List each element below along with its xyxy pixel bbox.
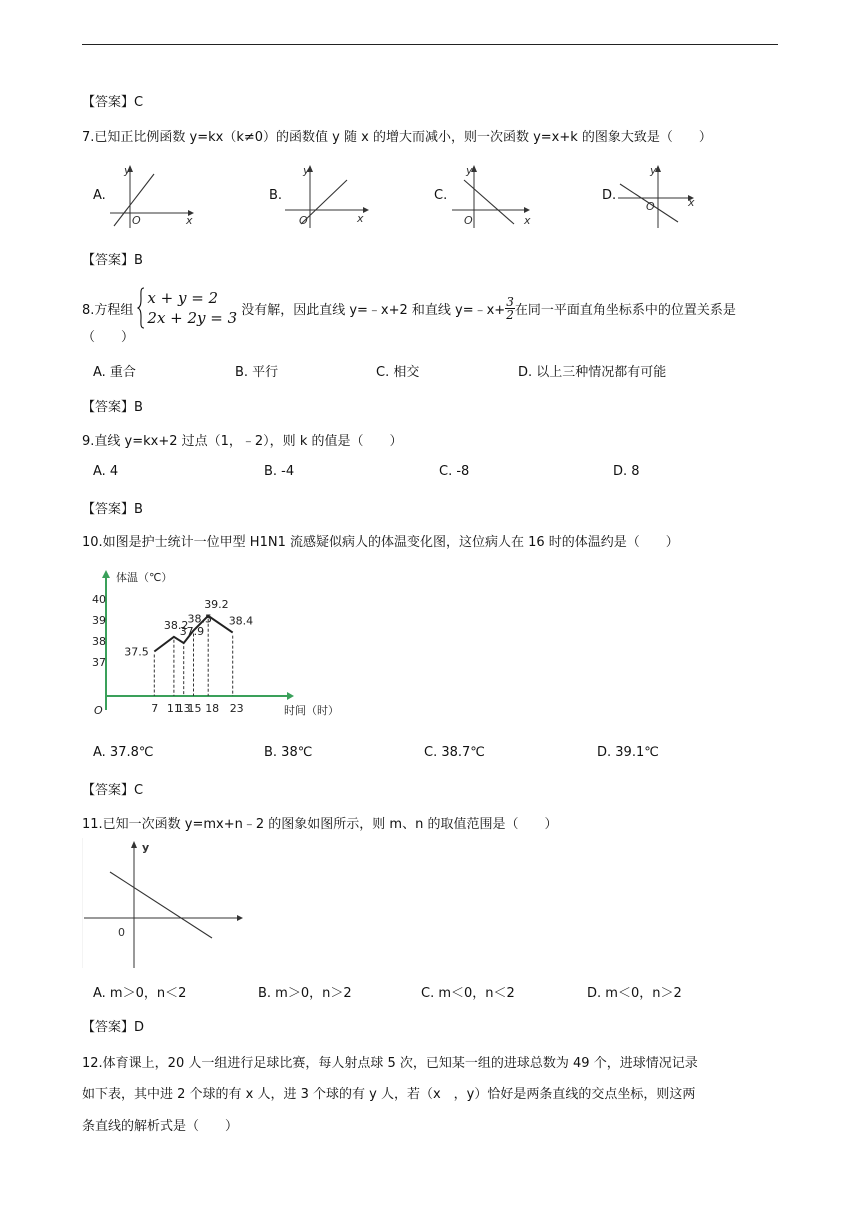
- q8-option-a: A. 重合: [93, 365, 136, 380]
- answer-10: 【答案】C: [82, 783, 144, 798]
- q8-suffix: 在同一平面直角坐标系中的位置关系是: [514, 302, 736, 318]
- q8-paren: （ ）: [82, 330, 135, 345]
- question-10: 10.如图是护士统计一位甲型 H1N1 流感疑似病人的体温变化图，这位病人在 16 时的体温约是（ ）: [82, 535, 679, 550]
- x-tick-label: 18: [205, 702, 220, 715]
- equation-system: [137, 287, 237, 329]
- equation-2: 2x + 2y = 3: [147, 309, 238, 327]
- svg-text:y: y: [466, 164, 473, 177]
- equation-1: x + y = 2: [147, 289, 219, 307]
- temperature-chart: [82, 565, 342, 725]
- x-tick-label: 11: [166, 702, 181, 715]
- q8-option-d: D. 以上三种情况都有可能: [518, 365, 667, 380]
- q9-option-a: A. 4: [93, 464, 119, 479]
- q10-option-c: C. 38.7℃: [424, 745, 485, 760]
- answer-7: 【答案】B: [82, 253, 143, 268]
- header-rule: [82, 44, 778, 45]
- question-8: [82, 287, 736, 329]
- svg-text:O: O: [464, 214, 473, 227]
- y-axis-label: y: [124, 164, 131, 177]
- data-label: 38.2: [163, 618, 189, 632]
- q7-option-d-label: D.: [602, 188, 617, 203]
- q8-option-b: B. 平行: [235, 365, 279, 380]
- question-11: 11.已知一次函数 y=mx+n﹣2 的图象如图所示，则 m、n 的取值范围是（ ）: [82, 817, 558, 832]
- q7-graph-c: [452, 160, 542, 228]
- x-tick-label: 7: [151, 702, 159, 715]
- q9-option-d: D. 8: [613, 464, 640, 479]
- answer-11: 【答案】D: [82, 1020, 145, 1035]
- y-tick-label: 40: [92, 593, 106, 606]
- svg-text:x: x: [357, 212, 364, 225]
- svg-text:x: x: [688, 196, 695, 209]
- q7-graph-b: [285, 160, 375, 228]
- q10-option-b: B. 38℃: [264, 745, 313, 760]
- question-12-line-3: 条直线的解析式是（ ）: [82, 1119, 239, 1134]
- answer-9: 【答案】B: [82, 502, 143, 517]
- q9-option-b: B. -4: [264, 464, 295, 479]
- q11-option-d: D. m＜0，n＞2: [587, 986, 682, 1001]
- svg-text:O: O: [646, 200, 655, 213]
- y-tick-label: 38: [92, 635, 106, 648]
- y-axis-label: y: [142, 841, 150, 854]
- fraction-three-halves: $\frac{3}{2}$: [506, 294, 514, 322]
- left-brace-icon: [137, 287, 145, 329]
- answer-8: 【答案】B: [82, 400, 143, 415]
- x-tick-label: 15: [187, 702, 202, 715]
- q11-option-a: A. m＞0，n＜2: [93, 986, 187, 1001]
- question-7: 7.已知正比例函数 y=kx（k≠0）的函数值 y 随 x 的增大而减小，则一次函数 y=x+k 的图象大致是（ ）: [82, 130, 712, 145]
- origin-label: O: [94, 704, 103, 717]
- q7-option-c-label: C.: [434, 188, 448, 203]
- q7-option-a-label: A.: [93, 188, 106, 203]
- origin-label: 0: [118, 926, 125, 939]
- data-label: 37.5: [124, 645, 149, 659]
- q8-middle: 没有解，因此直线 y=﹣x+2 和直线 y=﹣x+: [241, 302, 506, 318]
- q8-option-c: C. 相交: [376, 365, 420, 380]
- q11-option-b: B. m＞0，n＞2: [258, 986, 352, 1001]
- chart-title: 体温（℃）: [116, 571, 173, 584]
- q9-option-c: C. -8: [439, 464, 470, 479]
- q7-graph-d: [618, 160, 708, 228]
- question-9: 9.直线 y=kx+2 过点（1，﹣2），则 k 的值是（ ）: [82, 434, 403, 449]
- y-tick-label: 39: [92, 614, 106, 627]
- q7-option-b-label: B.: [269, 188, 283, 203]
- y-axis-arrow-icon: [102, 570, 110, 578]
- svg-text:x: x: [524, 214, 531, 227]
- data-label: 38.5: [187, 612, 212, 626]
- svg-text:y: y: [650, 164, 657, 177]
- data-label: 39.2: [204, 597, 229, 611]
- question-12-line-1: 12.体育课上，20 人一组进行足球比赛，每人射点球 5 次，已知某一组的进球总数为 49 个，进球情况记录: [82, 1056, 698, 1071]
- q8-prefix: 8.方程组: [82, 302, 134, 318]
- x-tick-label: 13: [176, 702, 191, 715]
- data-label: 38.4: [228, 614, 254, 628]
- q7-graph-a: [110, 160, 200, 228]
- q11-option-c: C. m＜0，n＜2: [421, 986, 515, 1001]
- x-tick-label: 23: [229, 702, 244, 715]
- origin-label: O: [132, 214, 141, 227]
- svg-text:O: O: [299, 214, 308, 227]
- answer-6: 【答案】C: [82, 95, 144, 110]
- x-axis-label: x: [186, 214, 193, 227]
- data-label: 37.9: [179, 625, 205, 639]
- y-tick-label: 37: [92, 656, 106, 669]
- q10-option-d: D. 39.1℃: [597, 745, 659, 760]
- x-axis-label: 时间（时）: [284, 704, 339, 717]
- q10-option-a: A. 37.8℃: [93, 745, 154, 760]
- q11-graph: [82, 838, 247, 968]
- svg-text:y: y: [303, 164, 310, 177]
- x-axis-arrow-icon: [287, 692, 294, 700]
- question-12-line-2: 如下表，其中进 2 个球的有 x 人，进 3 个球的有 y 人，若（x ，y）恰好是两条直线的交点坐标，则这两: [82, 1087, 696, 1102]
